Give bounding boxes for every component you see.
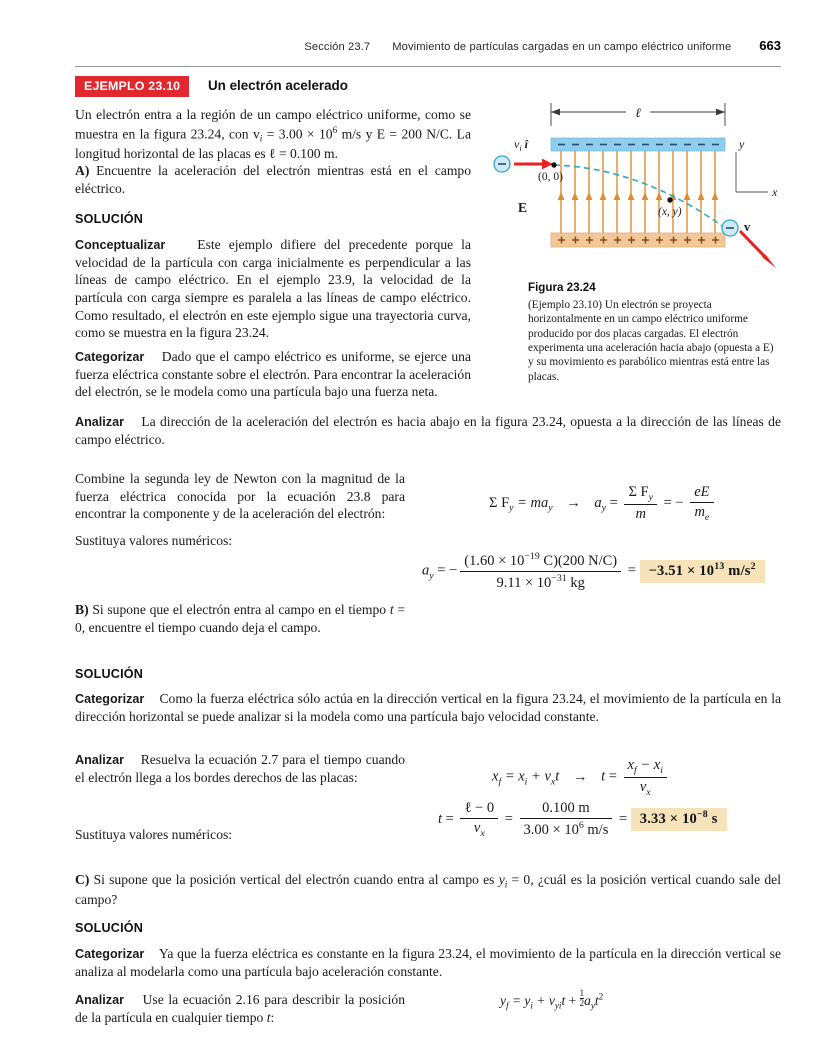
eq4-den2-2: m/s — [583, 821, 609, 838]
eq2-denominator-2: kg — [566, 574, 585, 591]
eq5-a: a — [584, 993, 591, 1009]
eq1-fraction-2 — [690, 484, 713, 523]
analizar-lead-a: Analizar — [75, 415, 124, 429]
conceptualizar-block-a — [75, 236, 471, 342]
example-title: Un electrón acelerado — [208, 78, 348, 93]
eq1-eq-sub: y — [548, 502, 553, 514]
eq5-plus1-t: t — [561, 993, 566, 1009]
figure-number: Figura 23.24 — [528, 281, 596, 294]
eq1-den2-sub: e — [704, 511, 710, 523]
field-lines — [561, 151, 715, 233]
eq4-result-unit: s — [707, 810, 718, 827]
eq3-mid: = x — [501, 768, 525, 785]
categorizar-block-b — [75, 690, 781, 725]
eq2-result-unit: m/s — [724, 562, 751, 579]
eq1-den1: m — [635, 505, 646, 522]
eq2-fraction — [460, 551, 621, 592]
equation-time-result: t = $\frac{\text{ℓ − 0}}{v_x}$ = $\frac{0.100 m}{3.00 \times 10^6 m/s}$ = $3.33 \times 10^{-8}$ s — [438, 800, 727, 839]
intro-text-part3: m/s y E = 200 N/C. La longitud horizontal de las placas es ℓ = 0.100 m. — [75, 126, 472, 161]
eq2-numerator: (1.60 × 10 — [464, 552, 525, 569]
eq1-rhs-a: a — [594, 494, 602, 511]
conceptualizar-lead: Conceptualizar — [75, 238, 166, 252]
part-a-text: Encuentre la aceleración del electrón mientras está en el campo eléctrico. — [75, 163, 471, 196]
analizar-text-a: La dirección de la aceleración del electrón es hacia abajo en la figura 23.24, opuesta a la dirección de las líneas de campo eléctrico. — [75, 414, 781, 447]
eq1-rhs-sub: y — [601, 502, 607, 514]
eq5-plus1: + v — [532, 993, 555, 1009]
running-head-section: Sección 23.7 — [304, 41, 371, 53]
eq2-result-sup: 13 — [714, 560, 725, 572]
eq3-fraction — [624, 757, 667, 798]
categorizar-lead-c: Categorizar — [75, 947, 145, 961]
eq1-den2: m — [694, 504, 705, 520]
eq5-plus1-sub: yi — [554, 1000, 562, 1011]
eq3-lhs-sub: f — [498, 776, 502, 788]
final-velocity-arrow — [740, 231, 776, 268]
figure-caption: (Ejemplo 23.10) Un electrón se proyecta horizontalmente en un campo eléctrico uniforme producido por dos placas cargadas. El electrón experimenta una aceleración hacia abajo (opuesta a E) y su movimiento es parabólico mientras está entre las placas. — [528, 299, 774, 383]
eq3-num-minus: − x — [636, 757, 661, 773]
part-a-question — [75, 162, 471, 197]
part-c-label: C) — [75, 872, 90, 887]
eq5-half-den: 2 — [579, 997, 585, 1008]
categorizar-lead-a: Categorizar — [75, 350, 145, 364]
eq5-plus2: + — [565, 993, 580, 1009]
categorizar-text-c: Ya que la fuerza eléctrica es constante en la figura 23.24, el movimiento de la partícula en la dirección vertical se analiza al modelarla como una partícula bajo aceleración constante. — [75, 946, 781, 979]
eq4-den1-sub: x — [480, 827, 485, 839]
analizar-lead-b: Analizar — [75, 753, 124, 767]
intro-sub: i — [259, 133, 263, 144]
eq2-denominator: 9.11 × 10 — [496, 574, 552, 591]
categorizar-text-b: Como la fuerza eléctrica sólo actúa en la dirección vertical en la figura 23.24, el movimiento de la partícula en la dirección horizontal se puede analizar si la modela como una partícula bajo velocidad constante. — [75, 691, 782, 724]
running-head-title: Movimiento de partículas cargadas en un campo eléctrico uniforme — [392, 41, 732, 53]
eq1-lhs-sub: y — [509, 502, 514, 514]
eq1-num1-sub: y — [648, 491, 653, 503]
intro-paragraph — [75, 106, 471, 163]
label-origin: (0, 0) — [538, 171, 563, 183]
solucion-heading-c: SOLUCIÓN — [75, 921, 144, 935]
categorizar-block-c — [75, 945, 781, 980]
label-axis-y: y — [739, 137, 745, 151]
eq4-den2-sup: 6 — [578, 820, 584, 832]
eq1-lhs: Σ F — [489, 494, 510, 511]
part-b-text-a: Si supone que el electrón entra al campo en el tiempo — [92, 602, 390, 617]
label-field-E: E⃗ — [518, 200, 538, 215]
initial-velocity-arrow — [514, 159, 553, 170]
step-text-a1: Combine la segunda ley de Newton con la magnitud de la fuerza eléctrica conocida por la ecuación 23.8 para encontrar la componente y de la aceleración del electrón: — [75, 471, 405, 522]
eq3-num-a-sub: f — [633, 764, 637, 776]
analizar-block-b — [75, 751, 405, 786]
eq3-den: v — [639, 778, 647, 795]
eq5-lhs-sub: f — [506, 1000, 509, 1011]
part-b-text-t: t — [389, 602, 394, 617]
intro-text-part1: Un electrón entra a la región de un campo eléctrico uniforme, como se muestra en la figura 23.24, con v — [75, 107, 471, 142]
eq5-t-sup: 2 — [598, 991, 604, 1002]
eq2-numerator-sup: −19 — [524, 551, 540, 562]
categorizar-text-a: Dado que el campo eléctrico es uniforme, se ejerce una fuerza eléctrica constante sobre el electrón. Para encontrar la aceleración del electrón, se le modela como una partícula bajo una fuerza neta. — [75, 349, 471, 400]
header-divider — [75, 66, 781, 67]
part-c-text-y: y — [498, 872, 505, 887]
eq5-a-sub: y — [590, 1000, 595, 1011]
eq3-t: t — [601, 768, 606, 785]
axes — [736, 152, 768, 192]
eq2-denominator-sup: −31 — [551, 572, 567, 584]
part-b-label: B) — [75, 602, 89, 617]
eq2-lhs-sub: y — [429, 570, 434, 582]
eq3-mid-sub: i — [524, 776, 528, 788]
result-acceleration — [640, 560, 765, 583]
eq4-result-sup: −8 — [696, 808, 708, 820]
equation-position-y — [500, 989, 603, 1011]
eq3-den-sub: x — [646, 786, 651, 798]
solucion-heading-b: SOLUCIÓN — [75, 667, 144, 681]
point-xy — [667, 197, 672, 202]
eq4-den1: v — [473, 820, 481, 836]
figure-svg — [492, 100, 784, 270]
label-final-velocity: v⃗ — [744, 220, 760, 234]
eq4-fraction-2 — [520, 800, 613, 839]
result-time — [631, 808, 727, 831]
analizar-text-c-b: : — [270, 1009, 275, 1025]
dim-arrow-right — [716, 109, 725, 116]
field-line-arrowheads — [558, 192, 719, 200]
eq1-eq: = ma — [513, 494, 549, 511]
equation-sum-forces: Σ $F_y = ma_y \to a_y$ = $\frac{\Sigma F_y}{m}$ = − $\frac{eE}{m_e}$ — [489, 484, 717, 523]
eq4-lhs: t — [438, 810, 443, 827]
part-c-text-a: Si supone que la posición vertical del electrón cuando entra al campo es — [93, 872, 499, 887]
eq5-lhs: y — [500, 993, 506, 1009]
eq3-arrow: → — [572, 768, 588, 785]
eq5-half-num: 1 — [579, 988, 585, 998]
equation-position-x: $x_f = x_i + v_xt \to t$ = $\frac{x_f - x_i}{v_x}$ — [492, 757, 670, 798]
conceptualizar-text: Este ejemplo difiere del precedente porque la velocidad de la partícula con carga inicialmente es perpendicular a las líneas de campo eléctrico. En el ejemplo 23.9, la velocidad de la partícula con carga siempre es paralela a las líneas de campo eléctrico. Como resultado, el electrón en este ejemplo sigue una trayectoria curva, como se muestra en la figura 23.24. — [75, 237, 471, 341]
intro-sup: 6 — [332, 124, 338, 135]
eq2-numerator-2: C)(200 N/C) — [539, 552, 618, 569]
dim-arrow-left — [551, 109, 560, 116]
eq5-rhs-sub: i — [530, 1000, 533, 1011]
eq5-t: t — [594, 993, 599, 1009]
intro-text-part2: = 3.00 × 10 — [262, 126, 333, 142]
eq1-num2: eE — [694, 484, 710, 500]
part-b-question — [75, 601, 405, 636]
eq3-lhs: x — [492, 768, 499, 785]
eq4-den2: 3.00 × 10 — [523, 821, 579, 838]
eq5-rhs: = y — [508, 993, 531, 1009]
equation-acceleration-result: $a_y$ = − $\frac{(1.60 \times 10^{-19} C)(200 N/C)}{9.11 \times 10^{-31} kg}$ = $-3.51 \times 10^{13}$ $m/s^2$ — [422, 551, 765, 592]
example-badge: EJEMPLO 23.10 — [75, 76, 189, 97]
sustituya-text-b: Sustituya valores numéricos: — [75, 827, 233, 842]
part-c-text-b: = 0, ¿cuál es la posición vertical cuando sale del campo? — [75, 872, 781, 907]
step-text-a2: Sustituya valores numéricos: — [75, 533, 233, 548]
label-length: ℓ — [635, 105, 641, 120]
part-b-text-b: = 0, encuentre el tiempo cuando deja el campo. — [75, 602, 405, 635]
eq1-fraction-1 — [624, 484, 657, 523]
categorizar-block-a — [75, 348, 471, 401]
eq3-num-a: x — [627, 757, 634, 773]
analizar-text-c-a: Use la ecuación 2.16 para describir la posición de la partícula en cualquier tiempo — [75, 992, 405, 1025]
eq2-result: −3.51 × 10 — [648, 562, 715, 579]
categorizar-lead-b: Categorizar — [75, 692, 145, 706]
label-initial-velocity: $v_i$ î — [514, 137, 528, 153]
part-c-question — [75, 871, 781, 908]
eq4-fraction-1 — [460, 800, 498, 839]
analizar-lead-c: Analizar — [75, 993, 124, 1007]
running-head — [75, 38, 781, 53]
label-point-xy: (x, y) — [658, 206, 682, 218]
label-axis-x: x — [772, 185, 778, 199]
eq4-num2: 0.100 m — [542, 800, 590, 817]
eq4-result: 3.33 × 10 — [639, 810, 697, 827]
analizar-text-b: Resuelva la ecuación 2.7 para el tiempo cuando el electrón llega a los bordes derechos de las placas: — [75, 752, 406, 785]
part-c-text-y-sub: i — [504, 879, 508, 890]
analizar-text-c-t: t — [266, 1009, 271, 1025]
eq2-lhs: a — [422, 562, 430, 579]
eq1-arrow: → — [566, 494, 581, 511]
eq2-result-unit-sup: 2 — [750, 560, 756, 572]
eq3-num-b-sub: i — [660, 764, 663, 776]
origin-point — [551, 162, 556, 167]
figure-23-24 — [492, 100, 784, 270]
eq3-mid2-sub: x — [550, 776, 556, 788]
eq3-mid3: t — [555, 768, 560, 785]
eq1-num1: Σ F — [628, 484, 649, 500]
analizar-block-a — [75, 413, 781, 448]
eq3-mid2: + v — [527, 768, 551, 785]
solucion-heading-a: SOLUCIÓN — [75, 212, 144, 226]
page-number: 663 — [759, 38, 781, 53]
eq4-num1: ℓ − 0 — [464, 800, 495, 816]
part-a-label: A) — [75, 163, 90, 178]
analizar-block-c — [75, 991, 405, 1026]
